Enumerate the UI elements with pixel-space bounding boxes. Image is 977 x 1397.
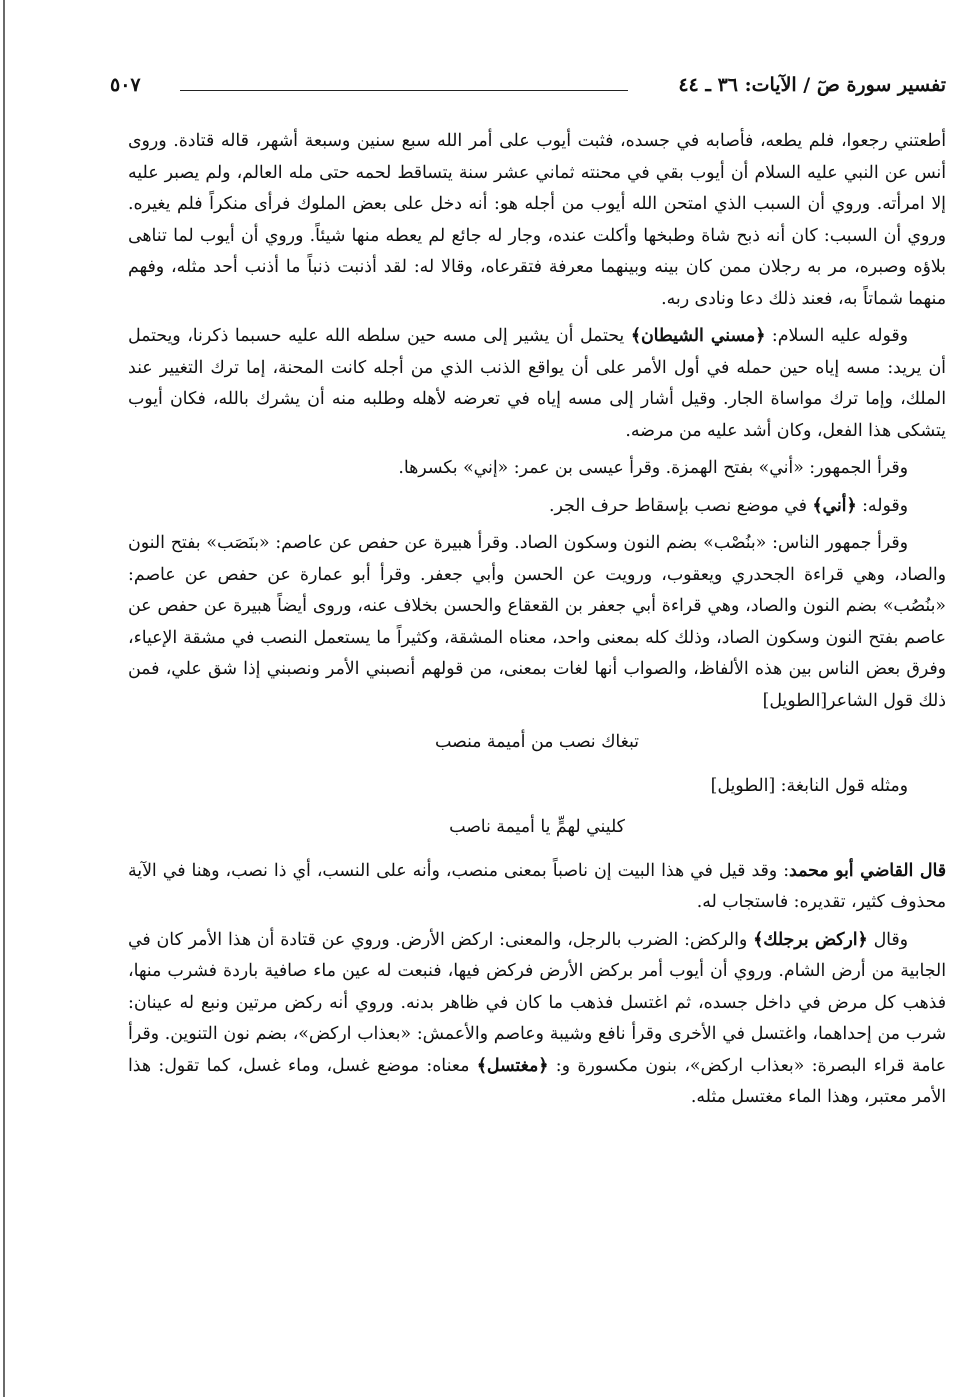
text-run: في موضع نصب بإسقاط حرف الجر. [548,495,813,516]
text-run: وقرأ الجمهور: «أني» بفتح الهمزة. وقرأ عيسى بن عمر: «إني» بكسرها. [398,458,908,478]
paragraph [128,491,946,523]
paragraph [128,771,946,803]
header-rule [180,90,628,91]
paragraph [128,856,946,919]
bold-term: ﴿أني﴾ [812,495,857,516]
bold-term: ﴿مغتسل﴾ [476,1055,549,1076]
bold-term: ﴿مسني الشيطان﴾ [630,326,766,346]
body-text [128,126,946,1120]
text-run: : وقد قيل في هذا البيت إن ناصباً بمعنى منصب، وأنه على النسب، أي ذا نصب، وهنا في الآية محذوف كثير، تقديره: فاستجاب له. [128,860,946,912]
paragraph [128,925,946,1114]
text-run: أطعتني رجعوا، فلم يطعه، فأصابه في جسده، فثبت أيوب على أمر الله سبع سنين وسبعة أشهر، قاله قتادة. وروى أنس عن النبي عليه السلام أن أيوب بقي في محنته ثماني عشر سنة يتساقط لحمه حتى مله العالم، ولم يصبر عليه إلا امرأته. وروي أن السبب الذي امتحن الله أيوب من أجله هو: أنه دخل على بعض الملوك فرأى منكراً فلم يغيره. وروي أن السبب: كان أنه ذبح شاة وطبخها وأكلت عنده، وجار له جائع لم يعطه منها شيئاً. وروي أن أيوب لما تناهى بلاؤه وصبره، مر به رجلان ممن كان بينه وبينهما معرفة فتقرعاه، وقالا له: لقد أذنبت ذنباً ما أذنب أحد مثله، وفهم منهما شماتاً به، فعند ذلك دعا ونادى ربه. [128,131,946,309]
text-run: تبغاك نصب من أميمة منصب [435,732,639,752]
bold-term: قال القاضي أبو محمد [789,860,946,881]
paragraph [128,453,946,485]
text-run: وقوله: [856,495,908,516]
header-title: تفسير سورة صٓ / الآيات: ٣٦ ـ ٤٤ [678,74,946,96]
page-number: ٥٠٧ [110,74,141,96]
paragraph [128,321,946,447]
poetry-verse [128,727,946,759]
text-run: وقرأ جمهور الناس: «بنُصْب» بضم النون وسكون الصاد. وقرأ هبيرة عن حفص عن عاصم: «بنَصَب» بفتح النون والصاد، وهي قراءة الجحدري ويعقوب، ورويت عن الحسن وأبي جعفر. وقرأ أبو عمارة عن حفص عن عاصم: «بنُصُب» بضم النون والصاد، وهي قراءة أبي جعفر بن القعقاع والحسن بخلاف عنه، وروى أيضاً هبيرة عن حفص عن عاصم بفتح النون وسكون الصاد، وذلك كله بمعنى واحد، معناه المشقة، وكثيراً ما يستعمل النصب في مشقة الإعياء، وفرق بعض الناس بين هذه الألفاظ، والصواب أنها لغات بمعنى، من قولهم أنصبني الأمر ونصبني إذا شق علي، فمن ذلك قول الشاعر[الطويل] [128,533,946,711]
text-run: يحتمل أن يشير إلى مسه حين سلطه الله عليه حسبما ذكرنا، ويحتمل أن يريد: مسه إياه حين حمله في أول الأمر على أن يواقع الذنب الذي من أجله كانت المحنة، إما ترك التغيير عند الملك، وإما ترك مواساة الجار. وقيل أشار إلى مسه إياه في تعرضه لأهله وطلبه منه أن يشرك بالله، فكان أيوب يتشكى هذا الفعل، وكان أشد عليه من مرضه. [128,326,946,441]
poetry-verse [128,812,946,844]
paragraph [128,528,946,717]
running-header [110,68,946,108]
bold-term: ﴿اركض برجلك﴾ [753,929,868,950]
paragraph [128,126,946,315]
text-run: معناه: موضع غسل، وماء غسل، كما تقول: هذا الأمر معتبر، وهذا الماء مغتسل مثله. [128,1055,946,1107]
text-run: كليني لهمٍّ يا أميمة ناصب [449,817,625,837]
text-run: ومثله قول النابغة: [الطويل] [710,775,908,796]
text-run: وقوله عليه السلام: [765,326,909,346]
page-edge-line [3,0,5,1397]
text-run: وقال [867,929,908,950]
text-run: والركض: الضرب بالرجل، والمعنى: اركض الأرض. وروي عن قتادة أن هذا الأمر كان في الجابية من أرض الشام. وروي أن أيوب أمر بركض الأرض فركض فيها، فنبعت له عين ماء صافية باردة فشرب منها، فذهب كل مرض في داخل جسده، ثم اغتسل فذهب ما كان في ظاهر بدنه. وروي أنه ركض مرتين ونبع له عينان: شرب من إحداهما، واغتسل في الأخرى وقرأ نافع وشيبة وعاصم والأعمش: «بعذاب اركض»، بضم نون التنوين. وقرأ عامة قراء البصرة: «بعذاب اركض»، بنون مكسورة و: [128,929,947,1076]
